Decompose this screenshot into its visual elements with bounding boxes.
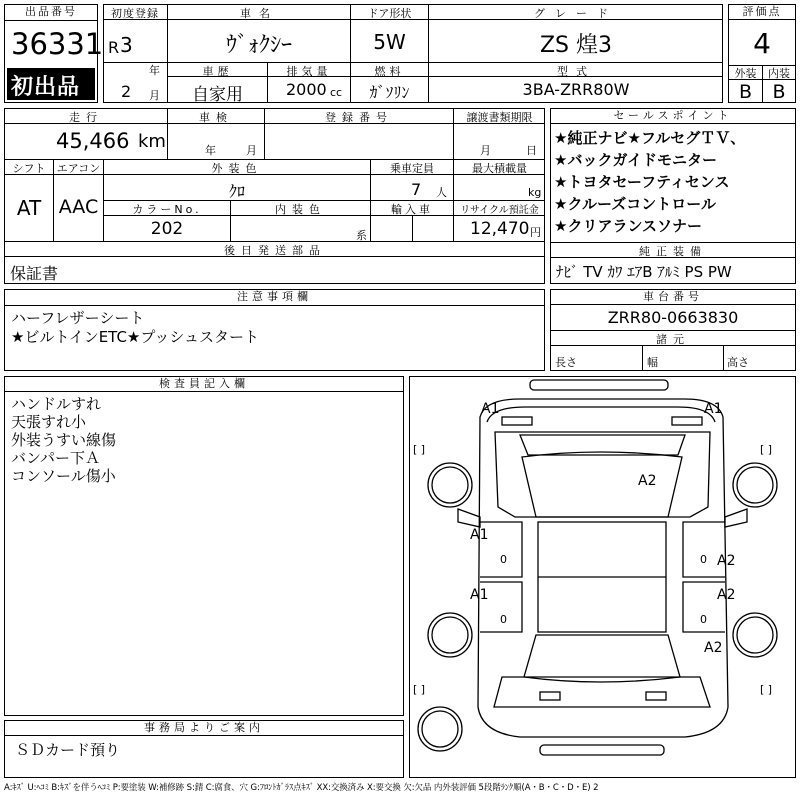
color-no-value: 202	[150, 219, 184, 239]
chassis-label: 車台番号	[551, 290, 795, 305]
lot-block	[4, 4, 104, 103]
mileage-label: 走行	[69, 111, 103, 124]
zero-mark-left-front: 0	[500, 553, 507, 566]
equipment-value: ﾅﾋﾞ TV ｶﾜ ｴｱB ｱﾙﾐ PS PW	[556, 263, 732, 281]
shift-label: シフト	[12, 162, 46, 175]
damage-mark-left-rear-door: A1	[470, 587, 489, 603]
car-diagram	[409, 376, 796, 778]
damage-mark-right-rear-door: A2	[717, 587, 736, 603]
sales-point-4: ★クルーズコントロール	[554, 195, 716, 213]
sales-points-label: セールスポイント	[551, 109, 795, 124]
office-block	[4, 720, 404, 778]
displacement-unit: cc	[330, 86, 343, 99]
score-ext-value: B	[738, 81, 753, 103]
grade-value: ZS 煌3	[539, 33, 613, 58]
score-label: 評価点	[729, 5, 795, 20]
aircon-label: エアコン	[56, 162, 101, 175]
recycle-value: 12,470	[470, 219, 530, 239]
wheel-front-right	[733, 463, 777, 507]
rear-bumper-shape	[540, 745, 664, 755]
model-code-value: 3BA-ZRR80W	[522, 80, 630, 99]
car-name-value: ｳﾞｫｸｼｰ	[225, 33, 292, 58]
aircon-value: AAC	[58, 196, 99, 218]
score-int-value: B	[772, 81, 786, 103]
history-value: 自家用	[192, 85, 243, 105]
displacement-label: 排気量	[286, 65, 332, 78]
notes-line-1: ハーフレザーシート	[11, 309, 145, 327]
damage-mark-front-left: A1	[481, 401, 500, 417]
first-reg-year: 3	[120, 33, 133, 57]
sales-point-1: ★純正ナビ★フルセグＴＶ、	[554, 129, 746, 147]
inspection-month-unit: 月	[246, 144, 257, 157]
interior-color-label: 内装色	[275, 203, 326, 216]
door-label: ドア形状	[367, 7, 412, 20]
zero-mark-right-rear: 0	[700, 613, 707, 626]
recycle-label: リサイクル預託金	[460, 205, 539, 216]
wheel-rear-right	[733, 613, 777, 657]
spare-wheel	[418, 707, 462, 751]
zero-mark-right-front: 0	[700, 553, 707, 566]
inspector-line-1: ハンドルすれ	[11, 395, 102, 413]
interior-color-unit: 系	[356, 229, 367, 242]
exterior-color-value: ｸﾛ	[228, 182, 245, 201]
transfer-month-unit: 月	[480, 144, 491, 157]
fuel-label: 燃料	[374, 65, 405, 78]
hood-front-line	[487, 407, 715, 422]
chassis-block	[550, 289, 796, 371]
damage-mark-rear-right: A2	[704, 640, 723, 656]
windshield-shape	[522, 452, 682, 517]
inspector-line-5: コンソール傷小	[11, 467, 116, 485]
sales-points-block	[550, 108, 796, 284]
max-load-unit: kg	[528, 186, 542, 199]
first-reg-year-unit: 年	[149, 64, 160, 77]
lot-label: 出品番号	[5, 5, 97, 21]
door-value: 5W	[373, 30, 406, 54]
sales-point-2: ★バックガイドモニター	[554, 151, 717, 169]
inspection-year-unit: 年	[205, 144, 216, 157]
import-label: 輸入車	[391, 203, 433, 216]
mileage-unit: km	[138, 131, 166, 152]
capacity-value: 7	[411, 180, 422, 199]
inspection-label: 車検	[199, 111, 233, 124]
dimension-width: 幅	[647, 356, 658, 369]
inspector-line-3: 外装うすい線傷	[11, 431, 117, 449]
first-reg-label: 初度登録	[111, 7, 159, 20]
grade-label: グレード	[534, 7, 618, 20]
notes-label: 注意事項欄	[5, 290, 544, 306]
front-bumper-shape	[530, 380, 668, 390]
capacity-unit: 人	[436, 186, 447, 199]
wheel-rear-left	[428, 613, 472, 657]
score-ext-label: 外装	[734, 67, 757, 80]
first-reg-month-unit: 月	[149, 89, 160, 102]
inspector-line-4: バンパー下Ａ	[11, 449, 100, 467]
transfer-day-unit: 日	[526, 144, 537, 157]
max-load-label: 最大積載量	[472, 162, 527, 175]
car-name-label: 車名	[240, 7, 278, 20]
first-listing-text: 初出品	[11, 75, 81, 100]
damage-mark-windshield: A2	[638, 473, 657, 489]
rear-window-shape	[524, 635, 680, 682]
notes-block	[4, 289, 545, 371]
first-reg-era: R	[108, 38, 120, 57]
legend-text: A:ｷｽﾞ U:ﾍｺﾐ B:ｷｽﾞを伴うﾍｺﾐ P:要塗装 W:補修跡 S:錆 C:腐食、穴 G:ﾌﾛﾝﾄｶﾞﾗｽ点ｷｽﾞ XX:交換済み X:要交換 欠:欠品 内外装評価 5段階ﾗﾝｸ順(A・B・C・D・E) 2	[4, 783, 599, 793]
notes-line-2: ★ビルトインETC★プッシュスタート	[11, 328, 260, 346]
office-value: ＳＤカード預り	[15, 741, 121, 759]
dimension-length: 長さ	[555, 356, 577, 369]
mileage-value: 45,466	[56, 129, 130, 153]
recycle-unit: 円	[530, 226, 541, 239]
capacity-label: 乗車定員	[390, 162, 434, 175]
inspector-line-2: 天張すれ小	[11, 413, 87, 431]
chassis-value: ZRR80-0663830	[607, 308, 739, 327]
first-listing-badge	[7, 68, 95, 100]
inspector-label: 検査員記入欄	[5, 377, 403, 392]
shift-value: AT	[16, 196, 42, 220]
damage-mark-left-front-door: A1	[470, 527, 489, 543]
dimension-height: 高さ	[727, 356, 749, 369]
exterior-color-label: 外装色	[211, 162, 263, 175]
equipment-label: 純正装備	[639, 245, 707, 258]
score-value: 4	[753, 27, 771, 60]
bracket-left-2: [ ]	[413, 683, 426, 696]
bracket-right-2: [ ]	[760, 683, 773, 696]
color-no-label: カラーNo.	[132, 203, 202, 216]
first-reg-month: 2	[121, 82, 132, 101]
transfer-deadline-label: 譲渡書類期限	[466, 111, 533, 124]
model-code-label: 型式	[557, 65, 595, 78]
lot-number: 36331	[11, 27, 104, 61]
registration-label: 登録番号	[325, 111, 393, 124]
inspector-block	[4, 376, 404, 716]
fuel-value: ｶﾞｿﾘﾝ	[369, 83, 410, 102]
later-parts-value: 保証書	[10, 264, 59, 283]
bracket-right-1: [ ]	[760, 443, 773, 456]
sales-point-5: ★クリアランスソナー	[554, 217, 702, 235]
damage-mark-front-right: A1	[704, 401, 723, 417]
bracket-left-1: [ ]	[413, 443, 426, 456]
damage-mark-right-front-door: A2	[717, 553, 736, 569]
history-label: 車歴	[202, 65, 233, 78]
later-parts-label: 後日発送部品	[224, 244, 326, 257]
sales-point-3: ★トヨタセーフティセンス	[554, 173, 730, 191]
score-int-label: 内装	[768, 67, 790, 80]
zero-mark-left-rear: 0	[500, 613, 507, 626]
office-label: 事務局よりご案内	[5, 721, 403, 736]
dimensions-label: 諸元	[656, 333, 690, 346]
wheel-front-left	[428, 463, 472, 507]
car-body-outline	[478, 399, 728, 737]
displacement-value: 2000	[286, 80, 327, 99]
car-diagram-svg	[410, 377, 795, 777]
score-block	[728, 4, 796, 103]
